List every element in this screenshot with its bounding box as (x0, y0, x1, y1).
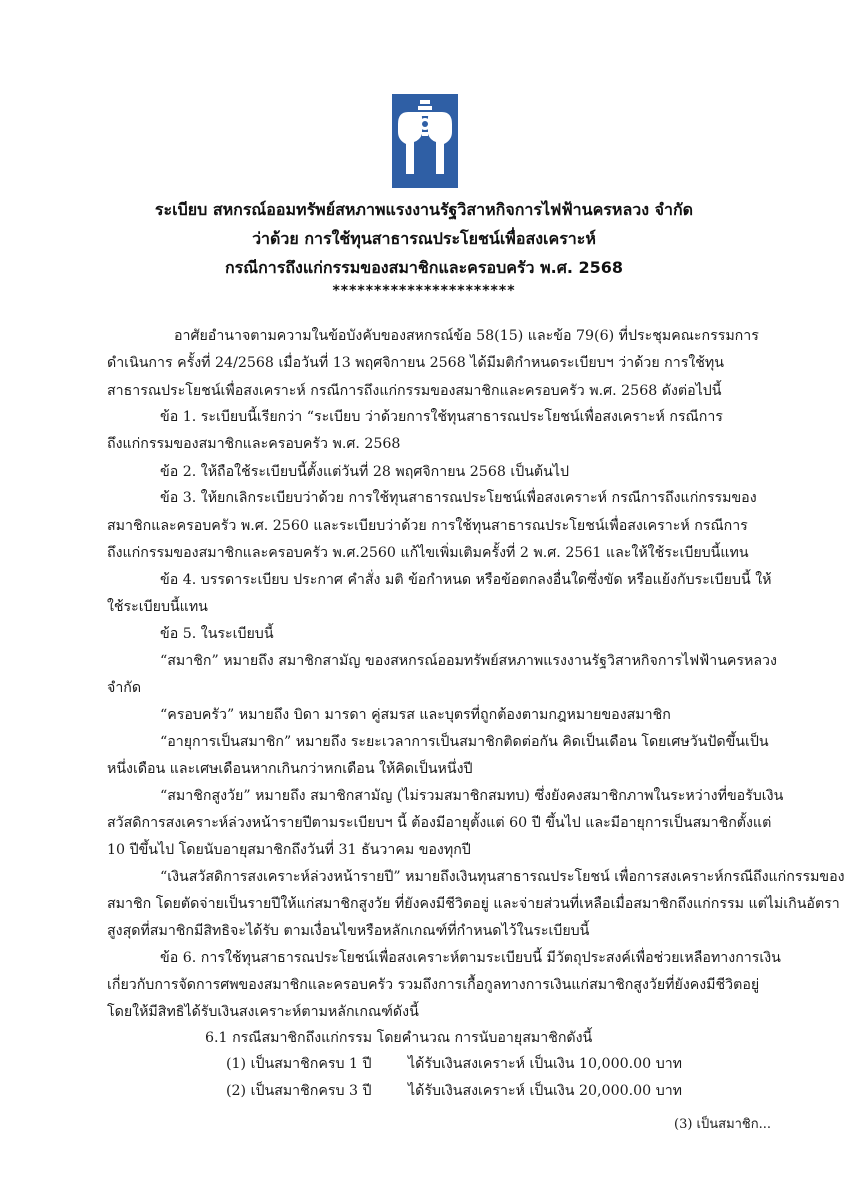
regulation-case: กรณีการถึงแก่กรรมของสมาชิกและครอบครัว พ.ศ. 2568 (224, 258, 624, 277)
clause-4: ข้อ 4. บรรดาระเบียบ ประกาศ คำสั่ง มติ ข้อกำหนด หรือข้อตกลงอื่นใดซึ่งขัด หรือแย้งกับระเบียบนี้ ให้ (160, 572, 772, 588)
clause-6: เกี่ยวกับการจัดการศพของสมาชิกและครอบครัว รวมถึงการเกื้อกูลทางการเงินแก่สมาชิกสูงวัยที่ยังคงมีชีวิตอยู่ (107, 977, 760, 993)
clause-6-1: 6.1 กรณีสมาชิกถึงแก่กรรม โดยคำนวณ การนับอายุสมาชิกดังนี้ (205, 1030, 593, 1046)
definition-member: จำกัด (107, 680, 142, 696)
page-continuation: (3) เป็นสมาชิก... (674, 1117, 772, 1132)
clause-1: ข้อ 1. ระเบียบนี้เรียกว่า “ระเบียบ ว่าด้วยการใช้ทุนสาธารณประโยชน์เพื่อสงเคราะห์ กรณีการ (160, 409, 723, 425)
clause-6: โดยให้มีสิทธิได้รับเงินสงเคราะห์ตามหลักเกณฑ์ดังนี้ (107, 1004, 419, 1020)
clause-3: สมาชิกและครอบครัว พ.ศ. 2560 และระเบียบว่าด้วย การใช้ทุนสาธารณประโยชน์เพื่อสงเคราะห์ กรณีการ (107, 518, 748, 534)
clause-6: ข้อ 6. การใช้ทุนสาธารณประโยชน์เพื่อสงเคราะห์ตามระเบียบนี้ มีวัตถุประสงค์เพื่อช่วยเหลือทางการเงิน (160, 950, 781, 966)
clause-3: ข้อ 3. ให้ยกเลิกระเบียบว่าด้วย การใช้ทุนสาธารณประโยชน์เพื่อสงเคราะห์ กรณีการถึงแก่กรรมของ (160, 490, 757, 506)
definition-member: “สมาชิก” หมายถึง สมาชิกสามัญ ของสหกรณ์ออมทรัพย์สหภาพแรงงานรัฐวิสาหกิจการไฟฟ้านครหลวง (160, 653, 777, 669)
definition-annual-benefit: “เงินสวัสดิการสงเคราะห์ล่วงหน้ารายปี” หมายถึงเงินทุนสาธารณประโยชน์ เพื่อการสงเคราะห์กรณีถึงแก่กรรมของ (160, 869, 845, 885)
clause-4: ใช้ระเบียบนี้แทน (107, 599, 208, 615)
tier-benefit: ได้รับเงินสงเคราะห์ เป็นเงิน 10,000.00 บาท (408, 1056, 683, 1072)
definition-tenure: หนึ่งเดือน และเศษเดือนหากเกินกว่าหกเดือน ให้คิดเป็นหนึ่งปี (107, 761, 473, 777)
preamble-line: สาธารณประโยชน์เพื่อสงเคราะห์ กรณีการถึงแก่กรรมของสมาชิกและครอบครัว พ.ศ. 2568 ดังต่อไปนี้ (107, 383, 722, 399)
definition-family: “ครอบครัว” หมายถึง บิดา มารดา คู่สมรส และบุตรที่ถูกต้องตามกฎหมายของสมาชิก (160, 707, 671, 723)
definition-annual-benefit: สูงสุดที่สมาชิกมีสิทธิจะได้รับ ตามเงื่อนไขหรือหลักเกณฑ์ที่กำหนดไว้ในระเบียบนี้ (107, 923, 590, 939)
definition-annual-benefit: สมาชิก โดยตัดจ่ายเป็นรายปีให้แก่สมาชิกสูงวัย ที่ยังคงมีชีวิตอยู่ และจ่ายส่วนที่เหลือเมื่อสมาชิกถึงแก่กรรม แต่ไม่เกินอัตรา (107, 896, 840, 912)
tier-benefit: ได้รับเงินสงเคราะห์ เป็นเงิน 20,000.00 บาท (408, 1083, 683, 1099)
preamble-line: อาศัยอำนาจตามความในข้อบังคับของสหกรณ์ข้อ 58(15) และข้อ 79(6) ที่ประชุมคณะกรรมการ (174, 328, 759, 344)
regulation-title: ระเบียบ สหกรณ์ออมทรัพย์สหภาพแรงงานรัฐวิสาหกิจการไฟฟ้านครหลวง จำกัด (154, 200, 694, 219)
title-separator: ********************** (332, 283, 516, 299)
definition-tenure: “อายุการเป็นสมาชิก” หมายถึง ระยะเวลาการเป็นสมาชิกติดต่อกัน คิดเป็นเดือน โดยเศษวันปัดขึ้นเป็น (160, 734, 769, 750)
cooperative-emblem-icon (392, 94, 458, 188)
clause-1: ถึงแก่กรรมของสมาชิกและครอบครัว พ.ศ. 2568 (107, 436, 401, 452)
clause-2: ข้อ 2. ให้ถือใช้ระเบียบนี้ตั้งแต่วันที่ 28 พฤศจิกายน 2568 เป็นต้นไป (160, 464, 569, 480)
clause-5: ข้อ 5. ในระเบียบนี้ (160, 626, 274, 642)
definition-senior: “สมาชิกสูงวัย” หมายถึง สมาชิกสามัญ (ไม่รวมสมาชิกสมทบ) ซึ่งยังคงสมาชิกภาพในระหว่างที่ขอรับเงิน (160, 788, 784, 804)
clause-3: ถึงแก่กรรมของสมาชิกและครอบครัว พ.ศ.2560 แก้ไขเพิ่มเติมครั้งที่ 2 พ.ศ. 2561 และให้ใช้ระเบียบนี้แทน (107, 545, 749, 561)
preamble-line: ดำเนินการ ครั้งที่ 24/2568 เมื่อวันที่ 13 พฤศจิกายน 2568 ได้มีมติกำหนดระเบียบฯ ว่าด้วย การใช้ทุน (107, 355, 724, 371)
definition-senior: สวัสดิการสงเคราะห์ล่วงหน้ารายปีตามระเบียบฯ นี้ ต้องมีอายุตั้งแต่ 60 ปี ขึ้นไป และมีอายุการเป็นสมาชิกตั้งแต่ (107, 815, 772, 831)
regulation-subject: ว่าด้วย การใช้ทุนสาธารณประโยชน์เพื่อสงเคราะห์ (252, 229, 596, 248)
definition-senior: 10 ปีขึ้นไป โดยนับอายุสมาชิกถึงวันที่ 31 ธันวาคม ของทุกปี (107, 842, 471, 858)
tier-label: (1) เป็นสมาชิกครบ 1 ปี (226, 1056, 372, 1072)
tier-label: (2) เป็นสมาชิกครบ 3 ปี (226, 1083, 372, 1099)
